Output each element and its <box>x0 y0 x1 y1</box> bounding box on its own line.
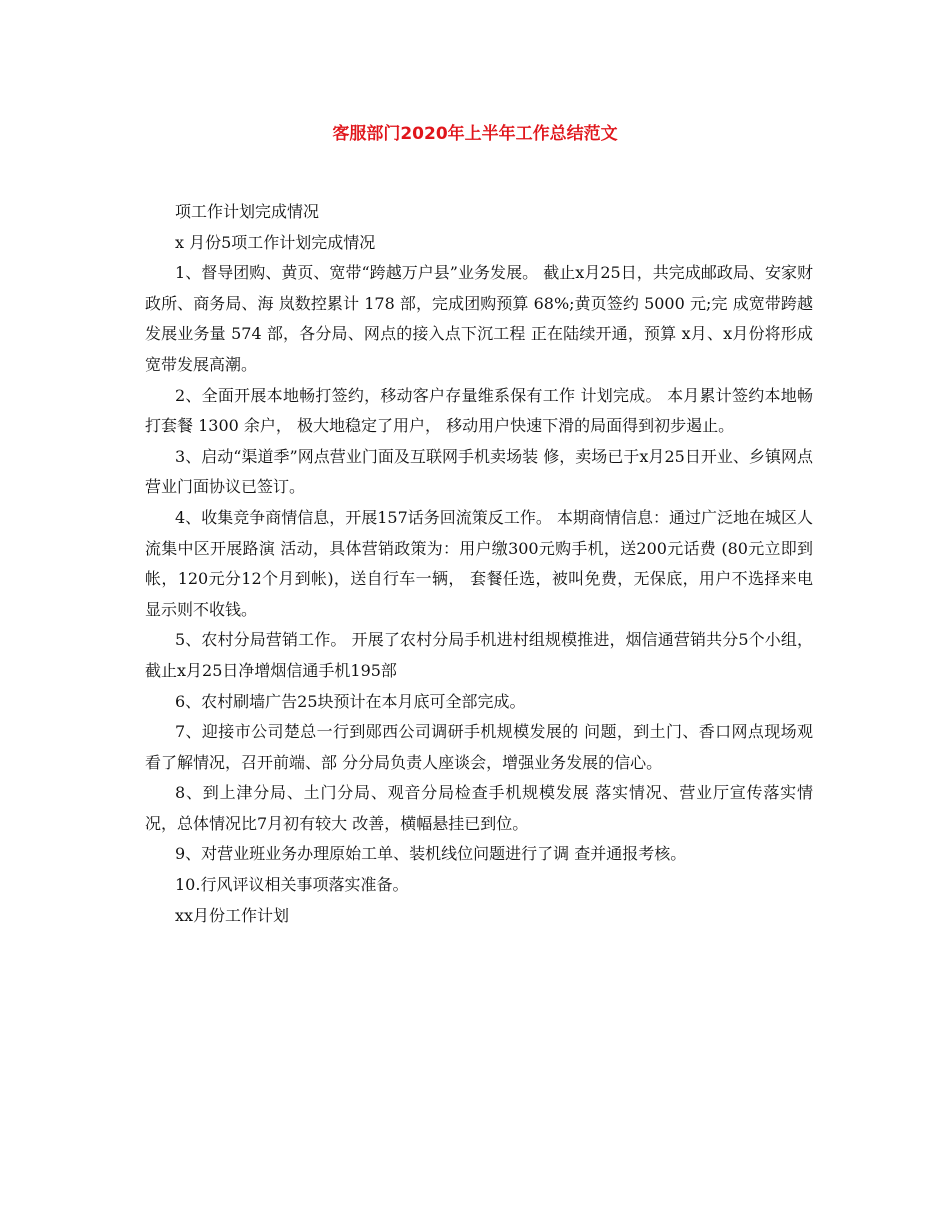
paragraph-item-7: 7、迎接市公司楚总一行到郧西公司调研手机规模发展的 问题，到土门、香口网点现场观看了解情况，召开前端、部 分分局负责人座谈会，增强业务发展的信心。 <box>145 722 813 772</box>
paragraph-item-8: 8、到上津分局、土门分局、观音分局检查手机规模发展 落实情况、营业厅宣传落实情况，总体情况比7月初有较大 改善，横幅悬挂已到位。 <box>145 783 813 833</box>
paragraph-item-5: 5、农村分局营销工作。 开展了农村分局手机进村组规模推进，烟信通营销共分5个小组，截止x月25日净增烟信通手机195部 <box>145 630 813 680</box>
paragraph-item-4: 4、收集竞争商情信息，开展157话务回流策反工作。 本期商情信息：通过广泛地在城区人流集中区开展路演 活动，具体营销政策为：用户缴300元购手机，送200元话费 (80元立即到帐，120元分12个月到帐)，送自行车一辆， 套餐任选，被叫免费，无保底，用户不选择来电显示则不收钱。 <box>145 507 813 619</box>
document-title: 客服部门2020年上半年工作总结范文 <box>332 124 618 144</box>
document-body <box>145 197 813 931</box>
paragraph-item-2: 2、全面开展本地畅打签约，移动客户存量维系保有工作 计划完成。 本月累计签约本地畅打套餐 1300 余户， 极大地稳定了用户， 移动用户快速下滑的局面得到初步遏止。 <box>145 385 813 436</box>
paragraph-month-plan-status: x 月份5项工作计划完成情况 <box>175 232 376 252</box>
paragraph-heading-plan-status: 项工作计划完成情况 <box>175 202 320 221</box>
paragraph-item-1: 1、督导团购、黄页、宽带“跨越万户县”业务发展。 截止x月25日，共完成邮政局、安家财政所、商务局、海 岚数控累计 178 部，完成团购预算 68%;黄页签约 5000 元;完 成宽带跨越发展业务量 574 部，各分局、网点的接入点下沉工程 正在陆续开通，预算 x月、x月份将形成宽带发展高潮。 <box>145 263 813 374</box>
paragraph-item-10: 10.行风评议相关事项落实准备。 <box>175 875 409 895</box>
paragraph-next-month-plan: xx月份工作计划 <box>175 905 290 925</box>
paragraph-item-3: 3、启动“渠道季”网点营业门面及互联网手机卖场装 修，卖场已于x月25日开业、乡镇网点营业门面协议已签订。 <box>145 446 813 497</box>
paragraph-item-6: 6、农村刷墙广告25块预计在本月底可全部完成。 <box>175 691 526 711</box>
paragraph-item-9: 9、对营业班业务办理原始工单、装机线位问题进行了调 查并通报考核。 <box>175 844 687 864</box>
